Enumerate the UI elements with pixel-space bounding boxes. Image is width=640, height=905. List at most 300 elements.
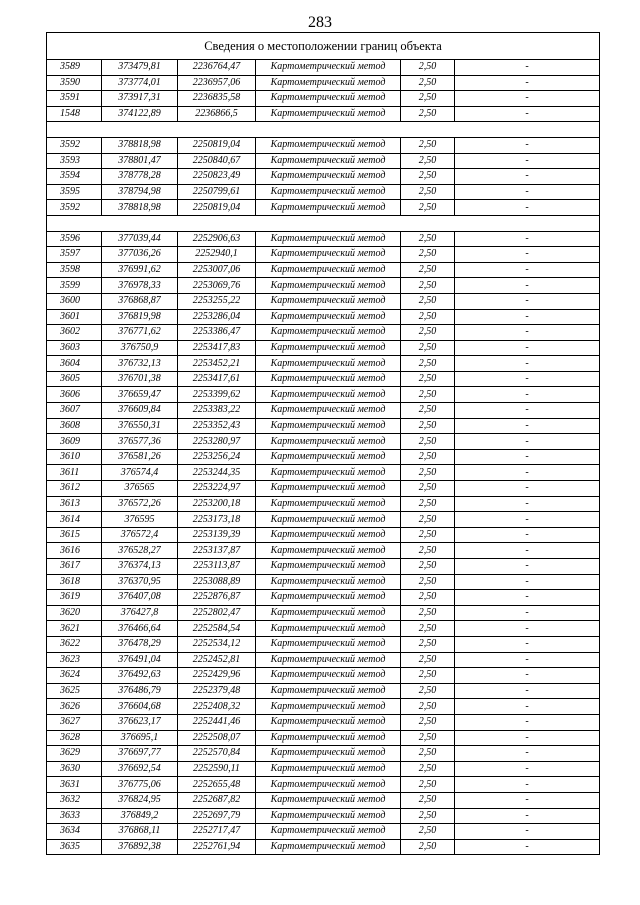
accuracy-cell: 2,50	[401, 340, 455, 356]
y-coordinate-cell: 2253139,39	[178, 527, 256, 543]
point-number-cell: 3614	[47, 512, 102, 528]
y-coordinate-cell: 2253113,87	[178, 559, 256, 575]
accuracy-cell: 2,50	[401, 636, 455, 652]
accuracy-cell: 2,50	[401, 527, 455, 543]
x-coordinate-cell: 376701,38	[102, 371, 178, 387]
accuracy-cell: 2,50	[401, 590, 455, 606]
accuracy-cell: 2,50	[401, 309, 455, 325]
point-number-cell: 3611	[47, 465, 102, 481]
description-cell: -	[455, 371, 600, 387]
accuracy-cell: 2,50	[401, 481, 455, 497]
method-cell: Картометрический метод	[256, 792, 401, 808]
accuracy-cell: 2,50	[401, 824, 455, 840]
description-cell: -	[455, 683, 600, 699]
table-row	[47, 714, 600, 730]
accuracy-cell: 2,50	[401, 200, 455, 216]
table-header-row	[47, 33, 600, 60]
method-cell: Картометрический метод	[256, 60, 401, 76]
accuracy-cell: 2,50	[401, 465, 455, 481]
accuracy-cell: 2,50	[401, 761, 455, 777]
table-row	[47, 636, 600, 652]
point-number-cell: 3604	[47, 356, 102, 372]
y-coordinate-cell: 2236866,5	[178, 106, 256, 122]
table-row	[47, 60, 600, 76]
table-row	[47, 839, 600, 855]
x-coordinate-cell: 376374,13	[102, 559, 178, 575]
description-cell: -	[455, 636, 600, 652]
table-row	[47, 200, 600, 216]
accuracy-cell: 2,50	[401, 496, 455, 512]
y-coordinate-cell: 2252508,07	[178, 730, 256, 746]
table-row	[47, 262, 600, 278]
point-number-cell: 3600	[47, 293, 102, 309]
group-separator-cell	[47, 122, 600, 138]
x-coordinate-cell: 376427,8	[102, 605, 178, 621]
table-row	[47, 371, 600, 387]
point-number-cell: 3630	[47, 761, 102, 777]
x-coordinate-cell: 376697,77	[102, 746, 178, 762]
method-cell: Картометрический метод	[256, 403, 401, 419]
description-cell: -	[455, 792, 600, 808]
method-cell: Картометрический метод	[256, 325, 401, 341]
y-coordinate-cell: 2253244,35	[178, 465, 256, 481]
description-cell: -	[455, 247, 600, 263]
point-number-cell: 3631	[47, 777, 102, 793]
table-row	[47, 808, 600, 824]
y-coordinate-cell: 2252906,63	[178, 231, 256, 247]
method-cell: Картометрический метод	[256, 200, 401, 216]
accuracy-cell: 2,50	[401, 247, 455, 263]
method-cell: Картометрический метод	[256, 527, 401, 543]
description-cell: -	[455, 496, 600, 512]
description-cell: -	[455, 808, 600, 824]
point-number-cell: 3598	[47, 262, 102, 278]
x-coordinate-cell: 376892,38	[102, 839, 178, 855]
x-coordinate-cell: 378818,98	[102, 200, 178, 216]
table-row	[47, 356, 600, 372]
method-cell: Картометрический метод	[256, 231, 401, 247]
y-coordinate-cell: 2253200,18	[178, 496, 256, 512]
point-number-cell: 3618	[47, 574, 102, 590]
y-coordinate-cell: 2252534,12	[178, 636, 256, 652]
point-number-cell: 3592	[47, 137, 102, 153]
method-cell: Картометрический метод	[256, 496, 401, 512]
table-row	[47, 247, 600, 263]
accuracy-cell: 2,50	[401, 106, 455, 122]
table-row	[47, 75, 600, 91]
point-number-cell: 3601	[47, 309, 102, 325]
table-row	[47, 449, 600, 465]
y-coordinate-cell: 2252429,96	[178, 668, 256, 684]
description-cell: -	[455, 465, 600, 481]
point-number-cell: 3596	[47, 231, 102, 247]
x-coordinate-cell: 376868,11	[102, 824, 178, 840]
y-coordinate-cell: 2252441,46	[178, 714, 256, 730]
y-coordinate-cell: 2236957,06	[178, 75, 256, 91]
x-coordinate-cell: 376868,87	[102, 293, 178, 309]
method-cell: Картометрический метод	[256, 636, 401, 652]
method-cell: Картометрический метод	[256, 418, 401, 434]
description-cell: -	[455, 137, 600, 153]
accuracy-cell: 2,50	[401, 730, 455, 746]
accuracy-cell: 2,50	[401, 777, 455, 793]
x-coordinate-cell: 377039,44	[102, 231, 178, 247]
y-coordinate-cell: 2253137,87	[178, 543, 256, 559]
description-cell: -	[455, 559, 600, 575]
description-cell: -	[455, 699, 600, 715]
table-row	[47, 340, 600, 356]
description-cell: -	[455, 527, 600, 543]
point-number-cell: 3629	[47, 746, 102, 762]
method-cell: Картометрический метод	[256, 824, 401, 840]
x-coordinate-cell: 376466,64	[102, 621, 178, 637]
accuracy-cell: 2,50	[401, 668, 455, 684]
table-row	[47, 668, 600, 684]
table-row	[47, 652, 600, 668]
accuracy-cell: 2,50	[401, 574, 455, 590]
x-coordinate-cell: 376407,08	[102, 590, 178, 606]
y-coordinate-cell: 2253007,06	[178, 262, 256, 278]
x-coordinate-cell: 376577,36	[102, 434, 178, 450]
point-number-cell: 3615	[47, 527, 102, 543]
table-row	[47, 137, 600, 153]
description-cell: -	[455, 481, 600, 497]
x-coordinate-cell: 374122,89	[102, 106, 178, 122]
description-cell: -	[455, 153, 600, 169]
table-row	[47, 527, 600, 543]
y-coordinate-cell: 2252570,84	[178, 746, 256, 762]
accuracy-cell: 2,50	[401, 91, 455, 107]
accuracy-cell: 2,50	[401, 512, 455, 528]
accuracy-cell: 2,50	[401, 621, 455, 637]
x-coordinate-cell: 376550,31	[102, 418, 178, 434]
point-number-cell: 3619	[47, 590, 102, 606]
accuracy-cell: 2,50	[401, 153, 455, 169]
point-number-cell: 3620	[47, 605, 102, 621]
table-row	[47, 387, 600, 403]
method-cell: Картометрический метод	[256, 169, 401, 185]
method-cell: Картометрический метод	[256, 184, 401, 200]
y-coordinate-cell: 2253383,22	[178, 403, 256, 419]
accuracy-cell: 2,50	[401, 169, 455, 185]
description-cell: -	[455, 730, 600, 746]
method-cell: Картометрический метод	[256, 683, 401, 699]
point-number-cell: 3609	[47, 434, 102, 450]
x-coordinate-cell: 376991,62	[102, 262, 178, 278]
method-cell: Картометрический метод	[256, 387, 401, 403]
description-cell: -	[455, 746, 600, 762]
accuracy-cell: 2,50	[401, 75, 455, 91]
accuracy-cell: 2,50	[401, 652, 455, 668]
description-cell: -	[455, 621, 600, 637]
point-number-cell: 3626	[47, 699, 102, 715]
description-cell: -	[455, 590, 600, 606]
accuracy-cell: 2,50	[401, 699, 455, 715]
y-coordinate-cell: 2253280,97	[178, 434, 256, 450]
y-coordinate-cell: 2253452,21	[178, 356, 256, 372]
point-number-cell: 1548	[47, 106, 102, 122]
table-row	[47, 730, 600, 746]
method-cell: Картометрический метод	[256, 512, 401, 528]
point-number-cell: 3602	[47, 325, 102, 341]
method-cell: Картометрический метод	[256, 293, 401, 309]
table-row	[47, 403, 600, 419]
x-coordinate-cell: 376771,62	[102, 325, 178, 341]
x-coordinate-cell: 376574,4	[102, 465, 178, 481]
method-cell: Картометрический метод	[256, 746, 401, 762]
method-cell: Картометрический метод	[256, 340, 401, 356]
table-title: Сведения о местоположении границ объекта	[47, 33, 600, 60]
table-row	[47, 418, 600, 434]
description-cell: -	[455, 543, 600, 559]
accuracy-cell: 2,50	[401, 683, 455, 699]
point-number-cell: 3589	[47, 60, 102, 76]
y-coordinate-cell: 2253399,62	[178, 387, 256, 403]
y-coordinate-cell: 2250799,61	[178, 184, 256, 200]
accuracy-cell: 2,50	[401, 418, 455, 434]
table-row	[47, 792, 600, 808]
point-number-cell: 3622	[47, 636, 102, 652]
description-cell: -	[455, 605, 600, 621]
table-body	[47, 33, 600, 855]
method-cell: Картометрический метод	[256, 434, 401, 450]
method-cell: Картометрический метод	[256, 91, 401, 107]
description-cell: -	[455, 714, 600, 730]
method-cell: Картометрический метод	[256, 761, 401, 777]
description-cell: -	[455, 278, 600, 294]
description-cell: -	[455, 91, 600, 107]
y-coordinate-cell: 2252408,32	[178, 699, 256, 715]
method-cell: Картометрический метод	[256, 309, 401, 325]
table-row	[47, 777, 600, 793]
y-coordinate-cell: 2253417,61	[178, 371, 256, 387]
method-cell: Картометрический метод	[256, 714, 401, 730]
point-number-cell: 3597	[47, 247, 102, 263]
x-coordinate-cell: 376849,2	[102, 808, 178, 824]
y-coordinate-cell: 2252717,47	[178, 824, 256, 840]
x-coordinate-cell: 376732,13	[102, 356, 178, 372]
y-coordinate-cell: 2252802,47	[178, 605, 256, 621]
method-cell: Картометрический метод	[256, 75, 401, 91]
point-number-cell: 3632	[47, 792, 102, 808]
point-number-cell: 3612	[47, 481, 102, 497]
description-cell: -	[455, 75, 600, 91]
description-cell: -	[455, 403, 600, 419]
point-number-cell: 3613	[47, 496, 102, 512]
x-coordinate-cell: 376750,9	[102, 340, 178, 356]
accuracy-cell: 2,50	[401, 293, 455, 309]
method-cell: Картометрический метод	[256, 356, 401, 372]
table-row	[47, 465, 600, 481]
table-row	[47, 434, 600, 450]
y-coordinate-cell: 2253386,47	[178, 325, 256, 341]
table-row	[47, 746, 600, 762]
x-coordinate-cell: 376819,98	[102, 309, 178, 325]
accuracy-cell: 2,50	[401, 60, 455, 76]
x-coordinate-cell: 376604,68	[102, 699, 178, 715]
table-row	[47, 761, 600, 777]
table-row	[47, 153, 600, 169]
x-coordinate-cell: 376492,63	[102, 668, 178, 684]
method-cell: Картометрический метод	[256, 590, 401, 606]
table-row	[47, 169, 600, 185]
point-number-cell: 3628	[47, 730, 102, 746]
accuracy-cell: 2,50	[401, 278, 455, 294]
accuracy-cell: 2,50	[401, 184, 455, 200]
description-cell: -	[455, 824, 600, 840]
description-cell: -	[455, 169, 600, 185]
x-coordinate-cell: 376581,26	[102, 449, 178, 465]
accuracy-cell: 2,50	[401, 839, 455, 855]
x-coordinate-cell: 376478,29	[102, 636, 178, 652]
accuracy-cell: 2,50	[401, 449, 455, 465]
description-cell: -	[455, 387, 600, 403]
y-coordinate-cell: 2252655,48	[178, 777, 256, 793]
y-coordinate-cell: 2253224,97	[178, 481, 256, 497]
point-number-cell: 3593	[47, 153, 102, 169]
method-cell: Картометрический метод	[256, 574, 401, 590]
y-coordinate-cell: 2252590,11	[178, 761, 256, 777]
accuracy-cell: 2,50	[401, 792, 455, 808]
method-cell: Картометрический метод	[256, 106, 401, 122]
description-cell: -	[455, 340, 600, 356]
method-cell: Картометрический метод	[256, 153, 401, 169]
group-separator-row	[47, 122, 600, 138]
point-number-cell: 3605	[47, 371, 102, 387]
method-cell: Картометрический метод	[256, 247, 401, 263]
accuracy-cell: 2,50	[401, 325, 455, 341]
point-number-cell: 3627	[47, 714, 102, 730]
method-cell: Картометрический метод	[256, 621, 401, 637]
accuracy-cell: 2,50	[401, 808, 455, 824]
y-coordinate-cell: 2253352,43	[178, 418, 256, 434]
x-coordinate-cell: 377036,26	[102, 247, 178, 263]
y-coordinate-cell: 2253173,18	[178, 512, 256, 528]
table-row	[47, 278, 600, 294]
description-cell: -	[455, 106, 600, 122]
y-coordinate-cell: 2250819,04	[178, 200, 256, 216]
method-cell: Картометрический метод	[256, 699, 401, 715]
y-coordinate-cell: 2250823,49	[178, 169, 256, 185]
y-coordinate-cell: 2252584,54	[178, 621, 256, 637]
table-row	[47, 824, 600, 840]
point-number-cell: 3608	[47, 418, 102, 434]
description-cell: -	[455, 668, 600, 684]
x-coordinate-cell: 376565	[102, 481, 178, 497]
point-number-cell: 3594	[47, 169, 102, 185]
method-cell: Картометрический метод	[256, 668, 401, 684]
table-row	[47, 512, 600, 528]
table-row	[47, 543, 600, 559]
description-cell: -	[455, 356, 600, 372]
accuracy-cell: 2,50	[401, 231, 455, 247]
point-number-cell: 3607	[47, 403, 102, 419]
x-coordinate-cell: 378778,28	[102, 169, 178, 185]
table-row	[47, 106, 600, 122]
accuracy-cell: 2,50	[401, 356, 455, 372]
y-coordinate-cell: 2253088,89	[178, 574, 256, 590]
table-row	[47, 184, 600, 200]
table-row	[47, 574, 600, 590]
table-row	[47, 496, 600, 512]
point-number-cell: 3592	[47, 200, 102, 216]
x-coordinate-cell: 378818,98	[102, 137, 178, 153]
y-coordinate-cell: 2253069,76	[178, 278, 256, 294]
description-cell: -	[455, 231, 600, 247]
description-cell: -	[455, 184, 600, 200]
x-coordinate-cell: 376609,84	[102, 403, 178, 419]
x-coordinate-cell: 373917,31	[102, 91, 178, 107]
method-cell: Картометрический метод	[256, 652, 401, 668]
point-number-cell: 3623	[47, 652, 102, 668]
method-cell: Картометрический метод	[256, 449, 401, 465]
point-number-cell: 3634	[47, 824, 102, 840]
point-number-cell: 3590	[47, 75, 102, 91]
y-coordinate-cell: 2252940,1	[178, 247, 256, 263]
x-coordinate-cell: 378794,98	[102, 184, 178, 200]
x-coordinate-cell: 376528,27	[102, 543, 178, 559]
method-cell: Картометрический метод	[256, 605, 401, 621]
table-row	[47, 231, 600, 247]
accuracy-cell: 2,50	[401, 371, 455, 387]
accuracy-cell: 2,50	[401, 137, 455, 153]
point-number-cell: 3621	[47, 621, 102, 637]
accuracy-cell: 2,50	[401, 714, 455, 730]
point-number-cell: 3635	[47, 839, 102, 855]
x-coordinate-cell: 376595	[102, 512, 178, 528]
group-separator-cell	[47, 215, 600, 231]
method-cell: Картометрический метод	[256, 559, 401, 575]
y-coordinate-cell: 2252697,79	[178, 808, 256, 824]
method-cell: Картометрический метод	[256, 137, 401, 153]
x-coordinate-cell: 376824,95	[102, 792, 178, 808]
method-cell: Картометрический метод	[256, 481, 401, 497]
accuracy-cell: 2,50	[401, 434, 455, 450]
description-cell: -	[455, 309, 600, 325]
x-coordinate-cell: 373479,81	[102, 60, 178, 76]
group-separator-row	[47, 215, 600, 231]
table-row	[47, 91, 600, 107]
method-cell: Картометрический метод	[256, 278, 401, 294]
description-cell: -	[455, 418, 600, 434]
description-cell: -	[455, 574, 600, 590]
accuracy-cell: 2,50	[401, 605, 455, 621]
method-cell: Картометрический метод	[256, 839, 401, 855]
method-cell: Картометрический метод	[256, 777, 401, 793]
description-cell: -	[455, 839, 600, 855]
x-coordinate-cell: 376659,47	[102, 387, 178, 403]
point-number-cell: 3591	[47, 91, 102, 107]
x-coordinate-cell: 376572,26	[102, 496, 178, 512]
description-cell: -	[455, 777, 600, 793]
method-cell: Картометрический метод	[256, 465, 401, 481]
table-row	[47, 559, 600, 575]
y-coordinate-cell: 2252452,81	[178, 652, 256, 668]
description-cell: -	[455, 449, 600, 465]
accuracy-cell: 2,50	[401, 262, 455, 278]
x-coordinate-cell: 373774,01	[102, 75, 178, 91]
method-cell: Картометрический метод	[256, 543, 401, 559]
description-cell: -	[455, 434, 600, 450]
y-coordinate-cell: 2250819,04	[178, 137, 256, 153]
x-coordinate-cell: 376491,04	[102, 652, 178, 668]
x-coordinate-cell: 376486,79	[102, 683, 178, 699]
x-coordinate-cell: 378801,47	[102, 153, 178, 169]
y-coordinate-cell: 2250840,67	[178, 153, 256, 169]
table-row	[47, 481, 600, 497]
point-number-cell: 3633	[47, 808, 102, 824]
y-coordinate-cell: 2252761,94	[178, 839, 256, 855]
